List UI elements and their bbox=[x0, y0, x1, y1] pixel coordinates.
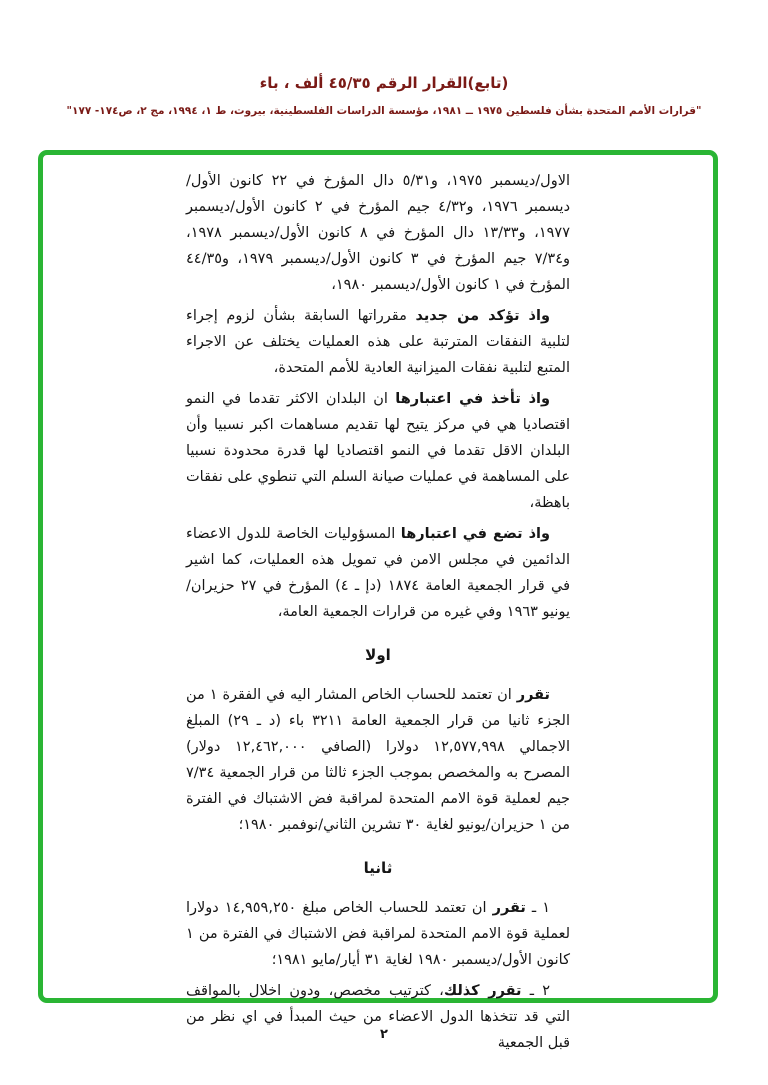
paragraph-decides-appropriate bbox=[186, 682, 570, 838]
paragraph-item-1 bbox=[186, 895, 570, 973]
paragraph-lead: واذ تأخذ في اعتبارها bbox=[395, 391, 550, 407]
paragraph-preamble-continuation bbox=[186, 168, 570, 298]
paragraph-text: ان البلدان الاكثر تقدما في النمو اقتصاديا هي في مركز يتيح لها تقديم مساهمات اكبر نسبيا وأن البلدان الاقل تقدما في النمو اقتصاديا لها قدرة محدودة نسبيا على المساهمة في عمليات صيانة السلم التي تنطوي على نفقات باهظة، bbox=[186, 391, 570, 511]
paragraph-lead: تقرر bbox=[492, 900, 526, 916]
paragraph-lead: واذ تضع في اعتبارها bbox=[400, 526, 550, 542]
paragraph-item-2 bbox=[186, 978, 570, 1056]
highlight-frame bbox=[38, 150, 718, 1051]
paragraph-lead: واذ تؤكد من جديد bbox=[415, 308, 550, 324]
paragraph-text: ، كترتيب مخصص، ودون اخلال بالمواقف التي قد تتخذها الدول الاعضاء من حيث المبدأ في اي نظر من قبل الجمعية bbox=[186, 983, 570, 1051]
paragraph-lead: تقرر bbox=[516, 687, 550, 703]
paragraph-text: ان تعتمد للحساب الخاص المشار اليه في الفقرة ١ من الجزء ثانيا من قرار الجمعية العامة ٣٢١١ باء (د ـ ٢٩) المبلغ الاجمالي ١٢,٥٧٧,٩٩٨ دولارا (الصافي ١٢,٤٦٢,٠٠٠ دولار) المصرح به والمخصص بموجب الجزء ثالثا من قرار الجمعية ٧/٣٤ جيم لعملية قوة الامم المتحدة لمراقبة فض الاشتباك في الفترة من ١ حزيران/يونيو لغاية ٣٠ تشرين الثاني/نوفمبر ١٩٨٠؛ bbox=[186, 687, 570, 833]
page-title: (تابع)القرار الرقم ٤٥/٣٥ ألف ، باء bbox=[259, 74, 509, 92]
paragraph-pre: ٢ ـ bbox=[521, 983, 550, 999]
paragraph-text: ان تعتمد للحساب الخاص مبلغ ١٤,٩٥٩,٢٥٠ دولارا لعملية قوة الامم المتحدة لمراقبة فض الاشتباك في الفترة من ١ كانون الأول/ديسمبر ١٩٨٠ لغاية ٣١ أيار/مايو ١٩٨١؛ bbox=[186, 900, 570, 968]
citation-line: "قرارات الأمم المتحدة بشأن فلسطين ١٩٧٥ ــ ١٩٨١، مؤسسة الدراسات الفلسطينية، بيروت، ط ١، ١٩٩٤، مج ٢، ص١٧٤- ١٧٧" bbox=[66, 105, 702, 117]
resolution-body bbox=[186, 168, 570, 1056]
paragraph-text: الاول/ديسمبر ١٩٧٥، و٥/٣١ دال المؤرخ في ٢٢ كانون الأول/ديسمبر ١٩٧٦، و٤/٣٢ جيم المؤرخ في ٢ كانون الأول/ديسمبر ١٩٧٧، و١٣/٣٣ دال المؤرخ في ٨ كانون الأول/ديسمبر ١٩٧٨، و٧/٣٤ جيم المؤرخ في ٣ كانون الأول/ديسمبر ١٩٧٩، و٤٤/٣٥ المؤرخ في ١ كانون الأول/ديسمبر ١٩٨٠، bbox=[186, 173, 571, 293]
paragraph-reaffirming bbox=[186, 303, 570, 381]
paragraph-pre: ١ ـ bbox=[525, 900, 550, 916]
paragraph-taking-into-account bbox=[186, 386, 570, 516]
section-heading-second: ثانيا bbox=[363, 859, 393, 877]
paragraph-lead: تقرر كذلك bbox=[443, 983, 522, 999]
page-number: ٢ bbox=[380, 1027, 388, 1042]
paragraph-bearing-in-mind bbox=[186, 521, 570, 625]
section-heading-first: اولا bbox=[365, 646, 391, 664]
paragraph-text: المسؤوليات الخاصة للدول الاعضاء الدائمين في مجلس الامن في تمويل هذه العمليات، كما اشير في قرار الجمعية العامة ١٨٧٤ (دإ ـ ٤) المؤرخ في ٢٧ حزيران/يونيو ١٩٦٣ وفي غيره من قرارات الجمعية العامة، bbox=[186, 526, 570, 620]
paragraph-text: مقرراتها السابقة بشأن لزوم إجراء لتلبية النفقات المترتبة على هذه العمليات يختلف عن الاجراء المتبع لتلبية نفقات الميزانية العادية للأمم المتحدة، bbox=[186, 308, 570, 376]
